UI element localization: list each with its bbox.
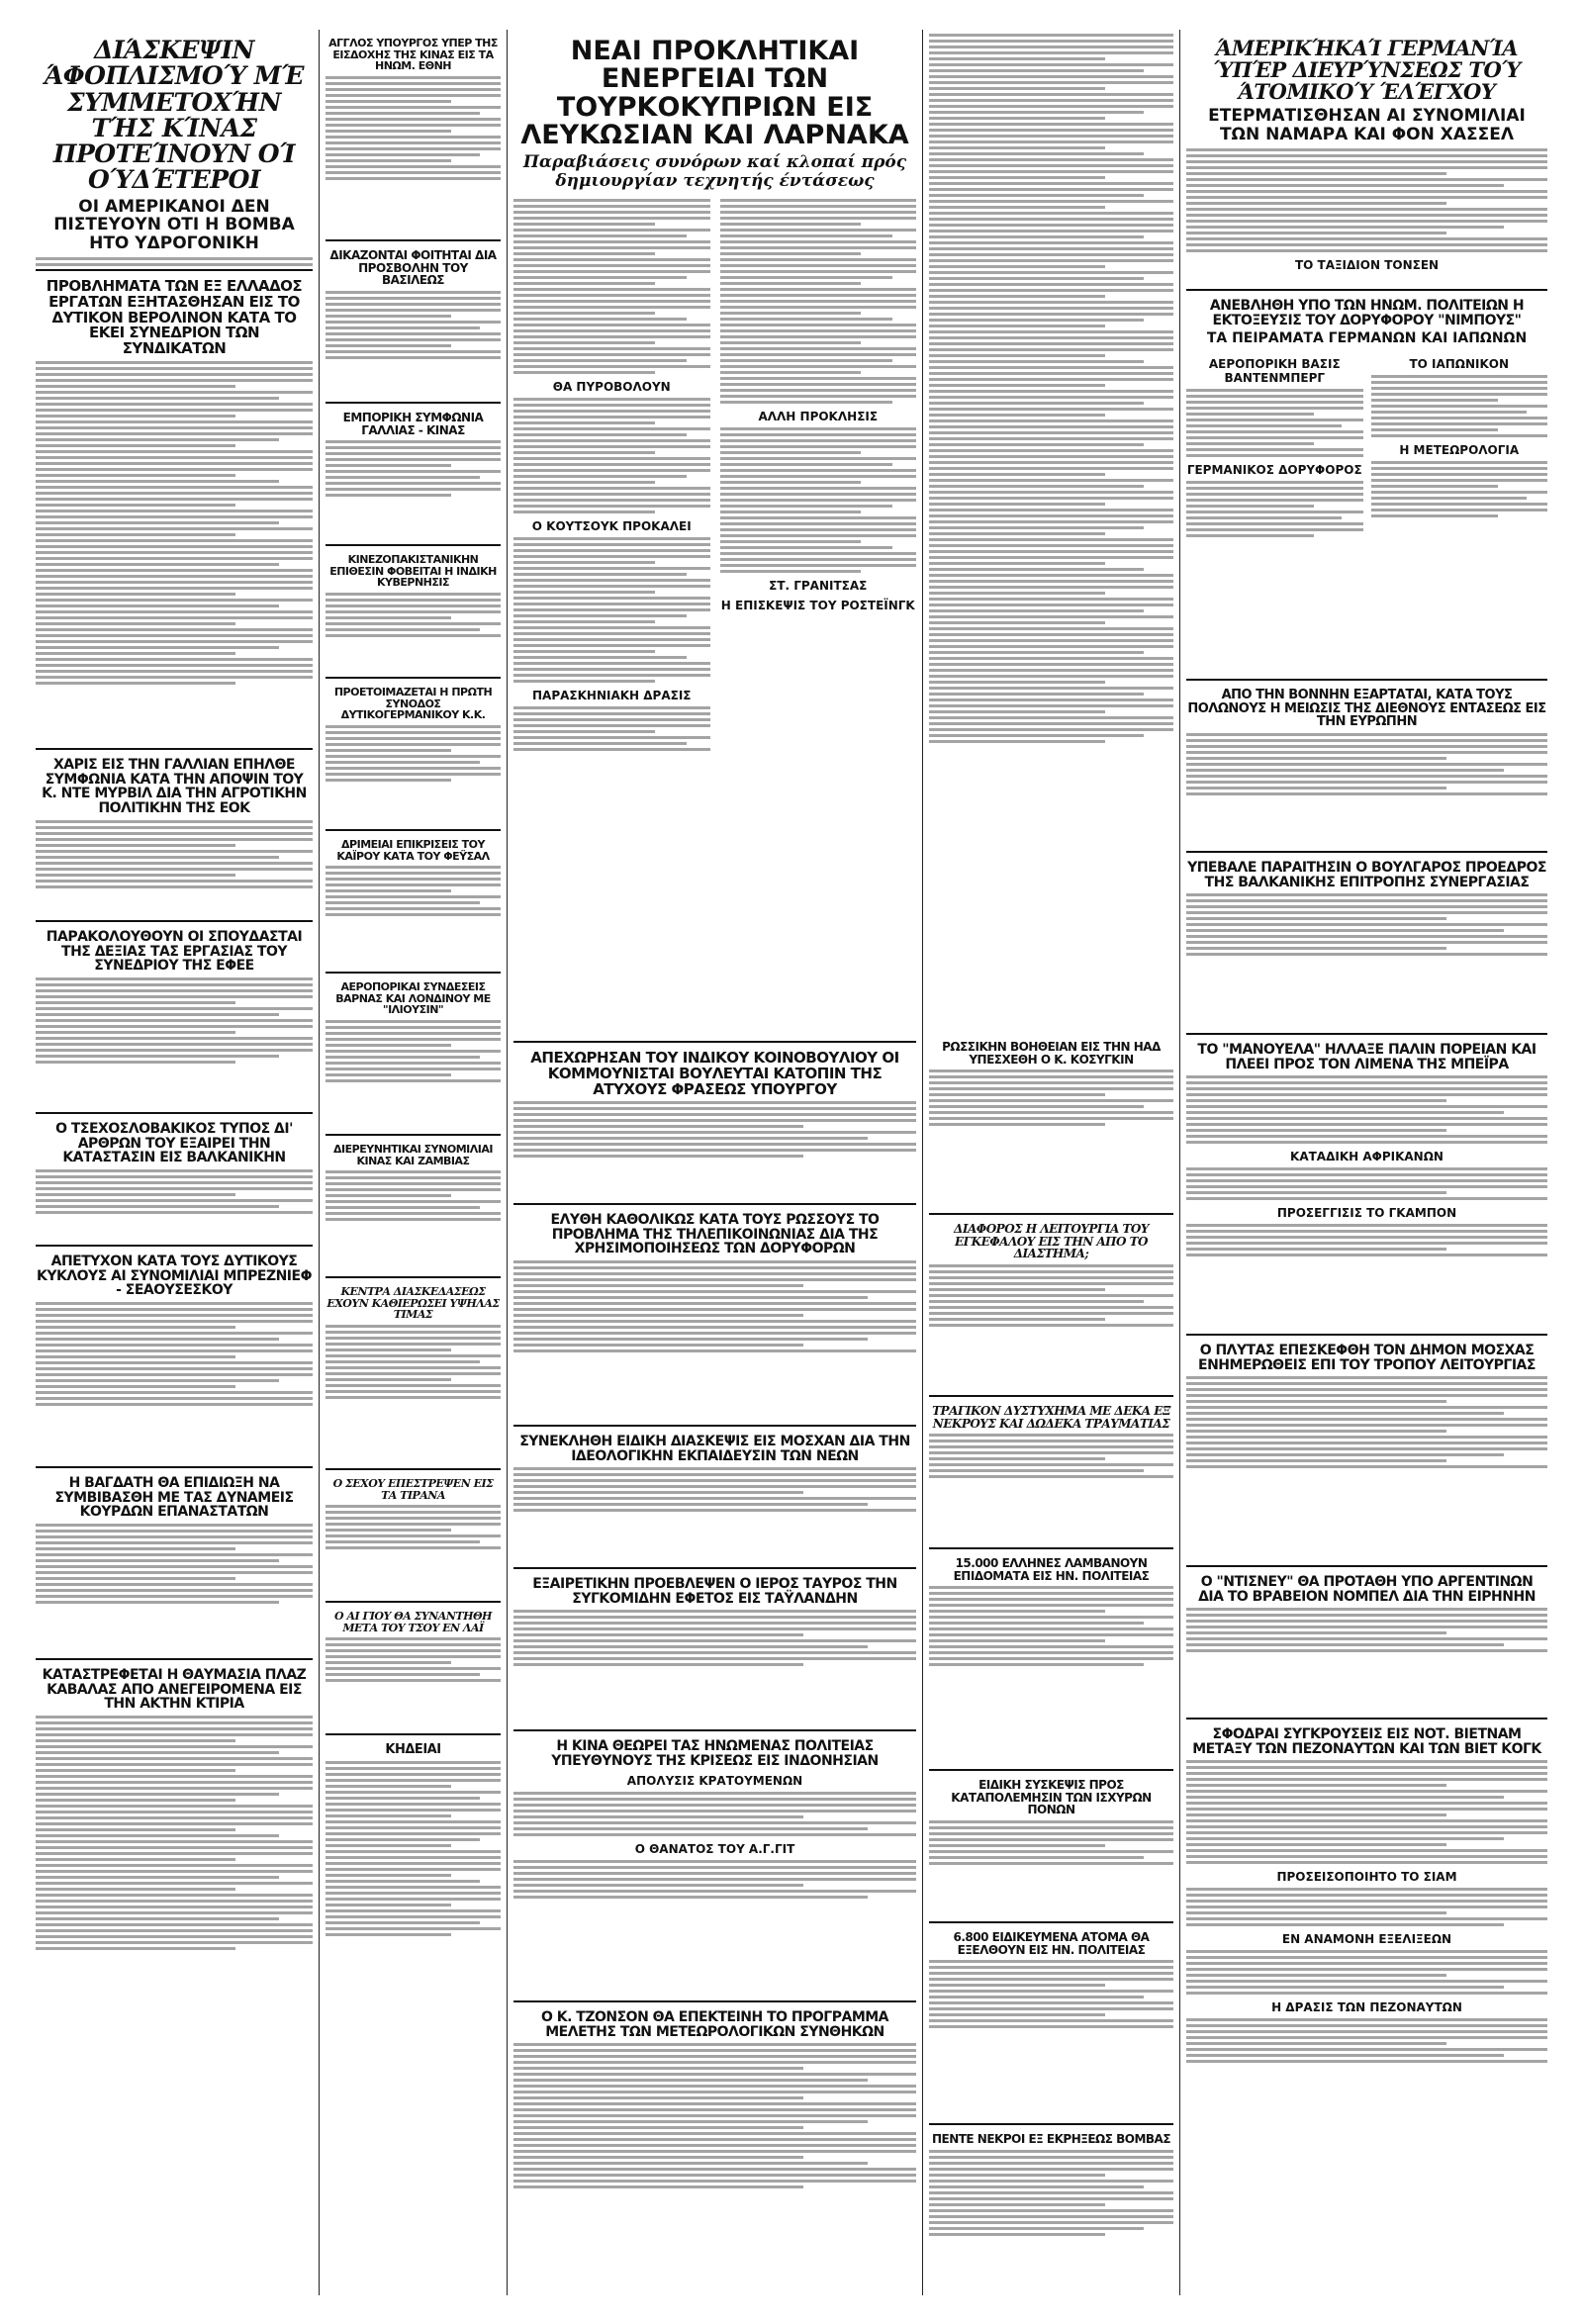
headline: ΔΙΕΡΕΥΝΗΤΙΚΑΙ ΣΥΝΟΜΙΛΙΑΙ ΚΙΝΑΣ ΚΑΙ ΖΑΜΒΙΑΣ [333, 1143, 493, 1167]
article-body [36, 820, 313, 888]
article-body [326, 1325, 501, 1399]
article-pain-conference [929, 1771, 1173, 1923]
article-body [513, 1610, 916, 1666]
article-body [929, 1069, 1173, 1126]
article-body [326, 1505, 501, 1549]
article-body [720, 199, 917, 404]
headline: Η ΚΙΝΑ ΘΕΩΡΕΙ ΤΑΣ ΗΝΩΜΕΝΑΣ ΠΟΛΙΤΕΙΑΣ ΥΠΕΥΘΥΝΟΥΣ ΤΗΣ ΚΡΙΣΕΩΣ ΕΙΣ ΙΝΔΟΝΗΣΙΑΝ [551, 1738, 879, 1769]
headline: ΤΡΑΓΙΚΟΝ ΔΥΣΤΥΧΗΜΑ ΜΕ ΔΕΚΑ ΕΞ ΝΕΚΡΟΥΣ ΚΑΙ ΔΩΔΕΚΑ ΤΡΑΥΜΑΤΙΑΣ [932, 1404, 1170, 1431]
article-body [513, 1792, 916, 1836]
headline: ΕΙΔΙΚΗ ΣΥΣΚΕΨΙΣ ΠΡΟΣ ΚΑΤΑΠΟΛΕΜΗΣΙΝ ΤΩΝ ΙΣΧΥΡΩΝ ΠΟΝΩΝ [951, 1778, 1152, 1817]
column-4 [922, 30, 1179, 2295]
headline: ΧΑΡΙΣ ΕΙΣ ΤΗΝ ΓΑΛΛΙΑΝ ΕΠΗΛΘΕ ΣΥΜΦΩΝΙΑ ΚΑΤΑ ΤΗΝ ΑΠΟΨΙΝ ΤΟΥ Κ. ΝΤΕ ΜΥΡΒΙΛ ΔΙΑ ΤΗΝ ΑΓΡΟΤΙΚΗΝ ΠΟΛΙΤΙΚΗΝ ΤΗΣ ΕΟΚ [42, 757, 307, 817]
section-head: ΠΡΟΣΕΙΣΟΠΟΙΗΤΟ ΤΟ ΣΙΑΜ [1276, 1870, 1457, 1885]
article-body [326, 1637, 501, 1682]
article-west-german-kk [326, 679, 501, 831]
article-body [36, 1524, 313, 1604]
headline: ΝΕΑΙ ΠΡΟΚΛΗΤΙΚΑΙ ΕΝΕΡΓΕΙΑΙ ΤΩΝ ΤΟΥΡΚΟΚΥΠΡΙΩΝ ΕΙΣ ΛΕΥΚΩΣΙΑΝ ΚΑΙ ΛΑΡΝΑΚΑ [520, 36, 909, 151]
section-head: Ο ΚΟΥΤΣΟΥΚ ΠΡΟΚΑΛΕΙ [531, 518, 692, 533]
article-tragic-accident [929, 1397, 1173, 1549]
article-greek-benefits [929, 1549, 1173, 1771]
headline: Ο ΤΣΕΧΟΣΛΟΒΑΚΙΚΟΣ ΤΥΠΟΣ ΔΙ' ΑΡΘΡΩΝ ΤΟΥ ΕΞΑΙΡΕΙ ΤΗΝ ΚΑΤΑΣΤΑΣΙΝ ΕΙΣ ΒΑΛΚΑΝΙΚΗΝ [55, 1121, 293, 1166]
headline: 6.800 ΕΙΔΙΚΕΥΜΕΝΑ ΑΤΟΜΑ ΘΑ ΕΞΕΛΘΟΥΝ ΕΙΣ ΗΝ. ΠΟΛΙΤΕΙΑΣ [953, 1930, 1150, 1957]
headline: ΔΡΙΜΕΙΑΙ ΕΠΙΚΡΙΣΕΙΣ ΤΟΥ ΚΑΪΡΟΥ ΚΑΤΑ ΤΟΥ ΦΕΫΣΑΛ [336, 838, 490, 863]
headline: Ο ΑΙ ΓΙΟΥ ΘΑ ΣΥΝΑΝΤΗΘΗ ΜΕΤΑ ΤΟΥ ΤΣΟΥ ΕΝ ΛΑΪ [334, 1610, 492, 1634]
article-manuela [1186, 1035, 1547, 1336]
column-3 [507, 30, 922, 2295]
column-5 [1179, 30, 1553, 2295]
article-body [513, 199, 710, 374]
headline: ΕΜΠΟΡΙΚΗ ΣΥΜΦΩΝΙΑ ΓΑΛΛΙΑΣ - ΚΙΝΑΣ [342, 411, 484, 437]
article-body [513, 1101, 916, 1158]
article-body [1186, 1167, 1547, 1200]
article-body [929, 34, 1173, 743]
article-body [513, 706, 710, 751]
article-vietnam-clashes [1186, 1720, 1547, 2196]
article-columns [513, 195, 916, 754]
article-body [326, 725, 501, 782]
headline: ΠΡΟΒΛΗΜΑΤΑ ΤΩΝ ΕΞ ΕΛΛΑΔΟΣ ΕΡΓΑΤΩΝ ΕΞΗΤΑΣΘΗΣΑΝ ΕΙΣ ΤΟ ΔΥΤΙΚΟΝ ΒΕΡΟΛΙΝΟΝ ΚΑΤΑ ΤΟ ΕΚΕΙ ΣΥΝΕΔΡΙΟΝ ΤΩΝ ΣΥΝΔΙΚΑΤΩΝ [46, 277, 303, 357]
article-body [36, 977, 313, 1064]
col3-overflow-text [929, 34, 1173, 1033]
headline: ΠΡΟΕΤΟΙΜΑΖΕΤΑΙ Η ΠΡΩΤΗ ΣΥΝΟΔΟΣ ΔΥΤΙΚΟΓΕΡΜΑΝΙΚΟΥ Κ.Κ. [333, 686, 493, 722]
author: ΣΤ. ΓΡΑΝΙΤΣΑΣ [769, 578, 868, 593]
headline: ΠΕΝΤΕ ΝΕΚΡΟΙ ΕΞ ΕΚΡΗΞΕΩΣ ΒΟΜΒΑΣ [931, 2132, 1171, 2146]
article-bomb-explosion [929, 2125, 1173, 2295]
article-china-indonesia [513, 1731, 916, 2002]
article-china-zambia [326, 1136, 501, 1278]
article-body [929, 1820, 1173, 1865]
headline: Ο "ΝΤΙΣΝΕΥ" ΘΑ ΠΡΟΤΑΘΗ ΥΠΟ ΑΡΓΕΝΤΙΝΩΝ ΔΙΑ ΤΟ ΒΡΑΒΕΙΟΝ ΝΟΜΠΕΛ ΔΙΑ ΤΗΝ ΕΙΡΗΝΗΝ [1198, 1574, 1536, 1605]
headline: ΣΦΟΔΡΑΙ ΣΥΓΚΡΟΥΣΕΙΣ ΕΙΣ ΝΟΤ. ΒΙΕΤΝΑΜ ΜΕΤΑΞΥ ΤΩΝ ΠΕΖΟΝΑΥΤΩΝ ΚΑΙ ΤΩΝ ΒΙΕΤ ΚΟΓΚ [1192, 1726, 1541, 1757]
article-column-left [1186, 351, 1363, 540]
article-efee [36, 922, 313, 1114]
article-body [513, 398, 710, 513]
headline: ΑΠΕΧΩΡΗΣΑΝ ΤΟΥ ΙΝΔΙΚΟΥ ΚΟΙΝΟΒΟΥΛΙΟΥ ΟΙ ΚΟΜΜΟΥΝΙΣΤΑΙ ΒΟΥΛΕΥΤΑΙ ΚΑΤΟΠΙΝ ΤΗΣ ΑΤΥΧΟΥΣ ΦΡΑΣΕΩΣ ΥΠΟΥΡΓΟΥ [530, 1049, 899, 1098]
article-body [1186, 1075, 1547, 1144]
article-czech-press [36, 1114, 313, 1247]
article-body [1186, 148, 1547, 252]
headline: ΑΓΓΛΟΣ ΥΠΟΥΡΓΟΣ ΥΠΕΡ ΤΗΣ ΕΙΣΔΟΧΗΣ ΤΗΣ ΚΙΝΑΣ ΕΙΣ ΤΑ ΗΝΩΜ. ΕΘΝΗ [328, 37, 498, 73]
section-head: ΠΑΡΑΣΚΗΝΙΑΚΗ ΔΡΑΣΙΣ [532, 688, 692, 702]
section-head: ΕΝ ΑΝΑΜΟΝΗ ΕΞΕΛΙΞΕΩΝ [1281, 1932, 1452, 1947]
article-plytas-moscow [1186, 1336, 1547, 1567]
article-body [929, 1960, 1173, 2028]
subheadline: ΤΑ ΠΕΙΡΑΜΑΤΑ ΓΕΡΜΑΝΩΝ ΚΑΙ ΙΑΠΩΝΩΝ [1206, 330, 1528, 347]
column-1 [30, 30, 319, 2295]
article-america-germany [1186, 30, 1547, 291]
article-disarmament [36, 30, 313, 271]
article-body [929, 1434, 1173, 1478]
headline: ΤΟ "ΜΑΝΟΥΕΛΑ" ΗΛΛΑΞΕ ΠΑΛΙΝ ΠΟΡΕΙΑΝ ΚΑΙ ΠΛΕΕΙ ΠΡΟΣ ΤΟΝ ΛΙΜΕΝΑ ΤΗΣ ΜΠΕΪΡΑ [1197, 1042, 1536, 1072]
article-body [326, 1020, 501, 1082]
section-head: ΘΑ ΠΥΡΟΒΟΛΟΥΝ [552, 379, 671, 394]
article-body [36, 361, 313, 685]
section-head: ΑΛΛΗ ΠΡΟΚΛΗΣΙΣ [758, 409, 879, 423]
subheadline: ΟΙ ΑΜΕΡΙΚΑΝΟΙ ΔΕΝ ΠΙΣΤΕΥΟΥΝ ΟΤΙ Η ΒΟΜΒΑ ΗΤΟ ΥΔΡΟΓΟΝΙΚΗ [53, 196, 295, 253]
article-france-eec [36, 750, 313, 922]
article-poland-bonn [1186, 681, 1547, 853]
article-body [1371, 375, 1548, 437]
article-body [36, 1169, 313, 1214]
article-kavala-beach [36, 1660, 313, 2068]
article-body [513, 2043, 916, 2188]
article-france-china-trade [326, 404, 501, 546]
article-turkish-cypriots [513, 30, 916, 1043]
article-baghdad-kurds [36, 1468, 313, 1660]
headline: ΚΗΔΕΙΑΙ [385, 1742, 441, 1757]
article-column-right [1371, 351, 1548, 540]
article-body [513, 1260, 916, 1352]
article-bulgarian-resignation [1186, 853, 1547, 1035]
article-body [929, 1586, 1173, 1666]
article-body [1186, 481, 1363, 537]
article-body [1186, 389, 1363, 457]
headline: ΑΠΕΤΥΧΟΝ ΚΑΤΑ ΤΟΥΣ ΔΥΤΙΚΟΥΣ ΚΥΚΛΟΥΣ ΑΙ ΣΥΝΟΜΙΛΙΑΙ ΜΠΡΕΖΝΙΕΦ - ΣΕΑΟΥΣΕΣΚΟΥ [36, 1254, 312, 1299]
article-body [1186, 1888, 1547, 1926]
headline: ΔΙΚΑΖΟΝΤΑΙ ΦΟΙΤΗΤΑΙ ΔΙΑ ΠΡΟΣΒΟΛΗΝ ΤΟΥ ΒΑΣΙΛΕΩΣ [329, 248, 497, 288]
headline: Ο ΣΕΧΟΥ ΕΠΕΣΤΡΕΨΕΝ ΕΙΣ ΤΑ ΤΙΡΑΝΑ [332, 1477, 494, 1502]
article-british-minister [326, 30, 501, 241]
article-body [326, 1761, 501, 1936]
article-moscow-youth [513, 1427, 916, 1569]
article-body [929, 2150, 1173, 2236]
article-body [326, 866, 501, 916]
article-telecom-satellites [513, 1205, 916, 1427]
section-head: Η ΜΕΤΕΩΡΟΛΟΓΙΑ [1399, 442, 1520, 457]
section-head: ΠΡΟΣΕΓΓΙΣΙΣ ΤΟ ΓΚΑΜΠΟΝ [1276, 1206, 1457, 1221]
headline: Η ΒΑΓΔΑΤΗ ΘΑ ΕΠΙΔΙΩΞΗ ΝΑ ΣΥΜΒΙΒΑΣΘΗ ΜΕ ΤΑΣ ΔΥΝΑΜΕΙΣ ΚΟΥΡΔΩΝ ΕΠΑΝΑΣΤΑΤΩΝ [54, 1475, 294, 1521]
article-body [1186, 1608, 1547, 1652]
section-head: ΑΠΟΛΥΣΙΣ ΚΡΑΤΟΥΜΕΝΩΝ [626, 1774, 803, 1789]
section-head: Η ΔΡΑΣΙΣ ΤΩΝ ΠΕΖΟΝΑΥΤΩΝ [1271, 2000, 1462, 2015]
article-body [326, 440, 501, 497]
article-body [1186, 733, 1547, 795]
article-column-right [720, 195, 917, 754]
headline: ΣΥΝΕΚΛΗΘΗ ΕΙΔΙΚΗ ΔΙΑΣΚΕΨΙΣ ΕΙΣ ΜΟΣΧΑΝ ΔΙΑ ΤΗΝ ΙΔΕΟΛΟΓΙΚΗΝ ΕΚΠΑΙΔΕΥΣΙΝ ΤΩΝ ΝΕΩΝ [519, 1434, 910, 1464]
article-cairo-faisal [326, 831, 501, 974]
article-sacred-bull [513, 1569, 916, 1731]
headline: ΆΜΕΡΙΚΉΚΑΊ ΓΕΡΜΑΝΊΑ ΎΠΈΡ ΔΙΕΥΡΎΝΣΕΩΣ ΤΟΎ ΆΤΟΜΙΚΟΎ ΈΛΈΓΧΟΥ [1213, 36, 1521, 105]
article-body [513, 1860, 916, 1899]
article-sino-pakistani [326, 546, 501, 679]
section-head: ΑΕΡΟΠΟΡΙΚΗ ΒΑΣΙΣ ΒΑΝΤΕΝΜΠΕΡΓ [1208, 356, 1341, 385]
article-body [1371, 461, 1548, 517]
headline: ΚΑΤΑΣΤΡΕΦΕΤΑΙ Η ΘΑΥΜΑΣΙΑ ΠΛΑΖ ΚΑΒΑΛΑΣ ΑΠΟ ΑΝΕΓΕΙΡΟΜΕΝΑ ΕΙΣ ΤΗΝ ΑΚΤΗΝ ΚΤΙΡΙΑ [42, 1667, 307, 1713]
article-indian-parliament [513, 1043, 916, 1205]
article-body [513, 537, 710, 683]
section-head: Η ΕΠΙΣΚΕΨΙΣ ΤΟΥ ΡΟΣΤΕΪΝΓΚ [720, 598, 915, 612]
article-body [1186, 1224, 1547, 1256]
article-columns [1186, 351, 1547, 540]
article-kosygin-aid [929, 1033, 1173, 1215]
article-body [1186, 1760, 1547, 1864]
headline: ΚΙΝΕΖΟΠΑΚΙΣΤΑΝΙΚΗΝ ΕΠΙΘΕΣΙΝ ΦΟΒΕΙΤΑΙ Η ΙΝΔΙΚΗ ΚΥΒΕΡΝΗΣΙΣ [329, 553, 497, 590]
article-body [36, 1716, 313, 1950]
headline: ΥΠΕΒΑΛΕ ΠΑΡΑΙΤΗΣΙΝ Ο ΒΟΥΛΓΑΡΟΣ ΠΡΟΕΔΡΟΣ ΤΗΣ ΒΑΛΚΑΝΙΚΗΣ ΕΠΙΤΡΟΠΗΣ ΣΥΝΕΡΓΑΣΙΑΣ [1187, 860, 1546, 890]
article-body [1186, 2018, 1547, 2063]
headline: Ο ΠΛΥΤΑΣ ΕΠΕΣΚΕΦΘΗ ΤΟΝ ΔΗΜΟΝ ΜΟΣΧΑΣ ΕΝΗΜΕΡΩΘΕΙΣ ΕΠΙ ΤΟΥ ΤΡΟΠΟΥ ΛΕΙΤΟΥΡΓΙΑΣ [1198, 1343, 1536, 1373]
article-body [720, 427, 917, 573]
subheadline: ΕΤΕΡΜΑΤΙΣΘΗΣΑΝ ΑΙ ΣΥΝΟΜΙΛΙΑΙ ΤΩΝ ΝΑΜΑΡΑ ΚΑΙ ΦΟΝ ΧΑΣΣΕΛ [1208, 106, 1526, 144]
section-head: ΤΟ ΤΑΞΙΔΙΟΝ ΤΟΝΣΕΝ [1294, 257, 1440, 272]
headline: Ο Κ. ΤΖΟΝΣΟΝ ΘΑ ΕΠΕΚΤΕΙΝΗ ΤΟ ΠΡΟΓΡΑΜΜΑ ΜΕΛΕΤΗΣ ΤΩΝ ΜΕΤΕΩΡΟΛΟΓΙΚΩΝ ΣΥΝΘΗΚΩΝ [540, 2009, 889, 2040]
article-body [1186, 1376, 1547, 1468]
headline: 15.000 ΕΛΛΗΝΕΣ ΛΑΜΒΑΝΟΥΝ ΕΠΙΔΟΜΑΤΑ ΕΙΣ ΗΝ. ΠΟΛΙΤΕΙΑΣ [953, 1556, 1150, 1583]
article-students-trial [326, 241, 501, 404]
article-body [1186, 893, 1547, 956]
headline: ΕΛΥΘΗ ΚΑΘΟΛΙΚΩΣ ΚΑΤΑ ΤΟΥΣ ΡΩΣΣΟΥΣ ΤΟ ΠΡΟΒΛΗΜΑ ΤΗΣ ΤΗΛΕΠΙΚΟΙΝΩΝΙΑΣ ΔΙΑ ΤΗΣ ΧΡΗΣΙΜΟΠΟΙΗΣΕΩΣ ΤΩΝ ΔΟΡΥΦΟΡΩΝ [550, 1212, 880, 1257]
article-body [326, 76, 501, 180]
column-2 [319, 30, 507, 2295]
article-brain-space [929, 1215, 1173, 1397]
article-body [36, 257, 313, 271]
article-brezhnev-ceausescu [36, 1247, 313, 1468]
article-funerals [326, 1735, 501, 2133]
article-column-left [513, 195, 710, 754]
article-disney-nobel [1186, 1567, 1547, 1720]
headline: ΠΑΡΑΚΟΛΟΥΘΟΥΝ ΟΙ ΣΠΟΥΔΑΣΤΑΙ ΤΗΣ ΔΕΞΙΑΣ ΤΑΣ ΕΡΓΑΣΙΑΣ ΤΟΥ ΣΥΝΕΔΡΙΟΥ ΤΗΣ ΕΦΕΕ [46, 929, 303, 975]
headline: ΕΞΑΙΡΕΤΙΚΗΝ ΠΡΟΕΒΛΕΨΕΝ Ο ΙΕΡΟΣ ΤΑΥΡΟΣ ΤΗΝ ΣΥΓΚΟΜΙΔΗΝ ΕΦΕΤΟΣ ΕΙΣ ΤΑΫΛΑΝΔΗΝ [532, 1576, 897, 1607]
headline: ΑΕΡΟΠΟΡΙΚΑΙ ΣΥΝΔΕΣΕΙΣ ΒΑΡΝΑΣ ΚΑΙ ΛΟΝΔΙΝΟΥ ΜΕ "ΙΛΙΟΥΣΙΝ" [335, 980, 491, 1017]
article-body [513, 1467, 916, 1512]
article-shehu-tirana [326, 1470, 501, 1603]
article-ai-yiu-chou [326, 1603, 501, 1735]
article-body [326, 1170, 501, 1221]
article-body [326, 291, 501, 359]
section-head: ΚΑΤΑΔΙΚΗ ΑΦΡΙΚΑΝΩΝ [1290, 1150, 1443, 1164]
article-specialists [929, 1923, 1173, 2125]
article-entertainment-prices [326, 1278, 501, 1470]
section-head: ΓΕΡΜΑΝΙΚΟΣ ΔΟΡΥΦΟΡΟΣ [1186, 462, 1362, 477]
article-body [36, 1302, 313, 1406]
article-greek-workers [36, 271, 313, 750]
headline: ΑΠΟ ΤΗΝ ΒΟΝΝΗΝ ΕΞΑΡΤΑΤΑΙ, ΚΑΤΑ ΤΟΥΣ ΠΟΛΩΝΟΥΣ Η ΜΕΙΩΣΙΣ ΤΗΣ ΔΙΕΘΝΟΥΣ ΕΝΤΑΣΕΩΣ ΕΙΣ ΤΗΝ ΕΥΡΩΠΗΝ [1187, 688, 1546, 730]
headline: ΑΝΕΒΛΗΘΗ ΥΠΟ ΤΩΝ ΗΝΩΜ. ΠΟΛΙΤΕΙΩΝ Η ΕΚΤΟΞΕΥΣΙΣ ΤΟΥ ΔΟΡΥΦΟΡΟΥ "ΝΙΜΠΟΥΣ" [1209, 298, 1525, 328]
article-body [326, 593, 501, 637]
headline: ΚΕΝΤΡΑ ΔΙΑΣΚΕΔΑΣΕΩΣ ΕΧΟΥΝ ΚΑΘΙΕΡΩΣΕΙ ΥΨΗΛΑΣ ΤΙΜΑΣ [326, 1285, 500, 1322]
section-head: ΤΟ ΙΑΠΩΝΙΚΟΝ [1409, 356, 1510, 371]
section-head: Ο ΘΑΝΑΤΟΣ ΤΟΥ Α.Γ.ΓΙΤ [634, 1842, 795, 1857]
headline: ΔΙΑΦΟΡΟΣ Η ΛΕΙΤΟΥΡΓΙΑ ΤΟΥ ΕΓΚΕΦΑΛΟΥ ΕΙΣ ΤΗΝ ΑΠΟ ΤΟ ΔΙΑΣΤΗΜΑ; [954, 1222, 1149, 1261]
headline: ΔΙΆΣΚΕΨΙΝ ΆΦΟΠΛΙΣΜΟΎ ΜΈ ΣΥΜΜΕΤΟΧΉΝ ΤΉΣ ΚΊΝΑΣ ΠΡΟΤΕΊΝΟΥΝ ΟΊ ΟΎΔΈΤΕΡΟΙ [44, 36, 305, 195]
article-johnson-meteorology [513, 2002, 916, 2295]
article-nimbus-satellite [1186, 291, 1547, 681]
headline: ΡΩΣΣΙΚΗΝ ΒΟΗΘΕΙΑΝ ΕΙΣ ΤΗΝ ΗΑΔ ΥΠΕΣΧΕΘΗ Ο Κ. ΚΟΣΥΓΚΙΝ [942, 1040, 1161, 1067]
article-body [1186, 1950, 1547, 1995]
article-varna-london [326, 974, 501, 1136]
article-body [929, 1264, 1173, 1327]
subheadline: Παραβιάσεις συνόρων καί κλοπαί πρός δημιουργίαν τεχνητής έντάσεως [522, 152, 907, 192]
